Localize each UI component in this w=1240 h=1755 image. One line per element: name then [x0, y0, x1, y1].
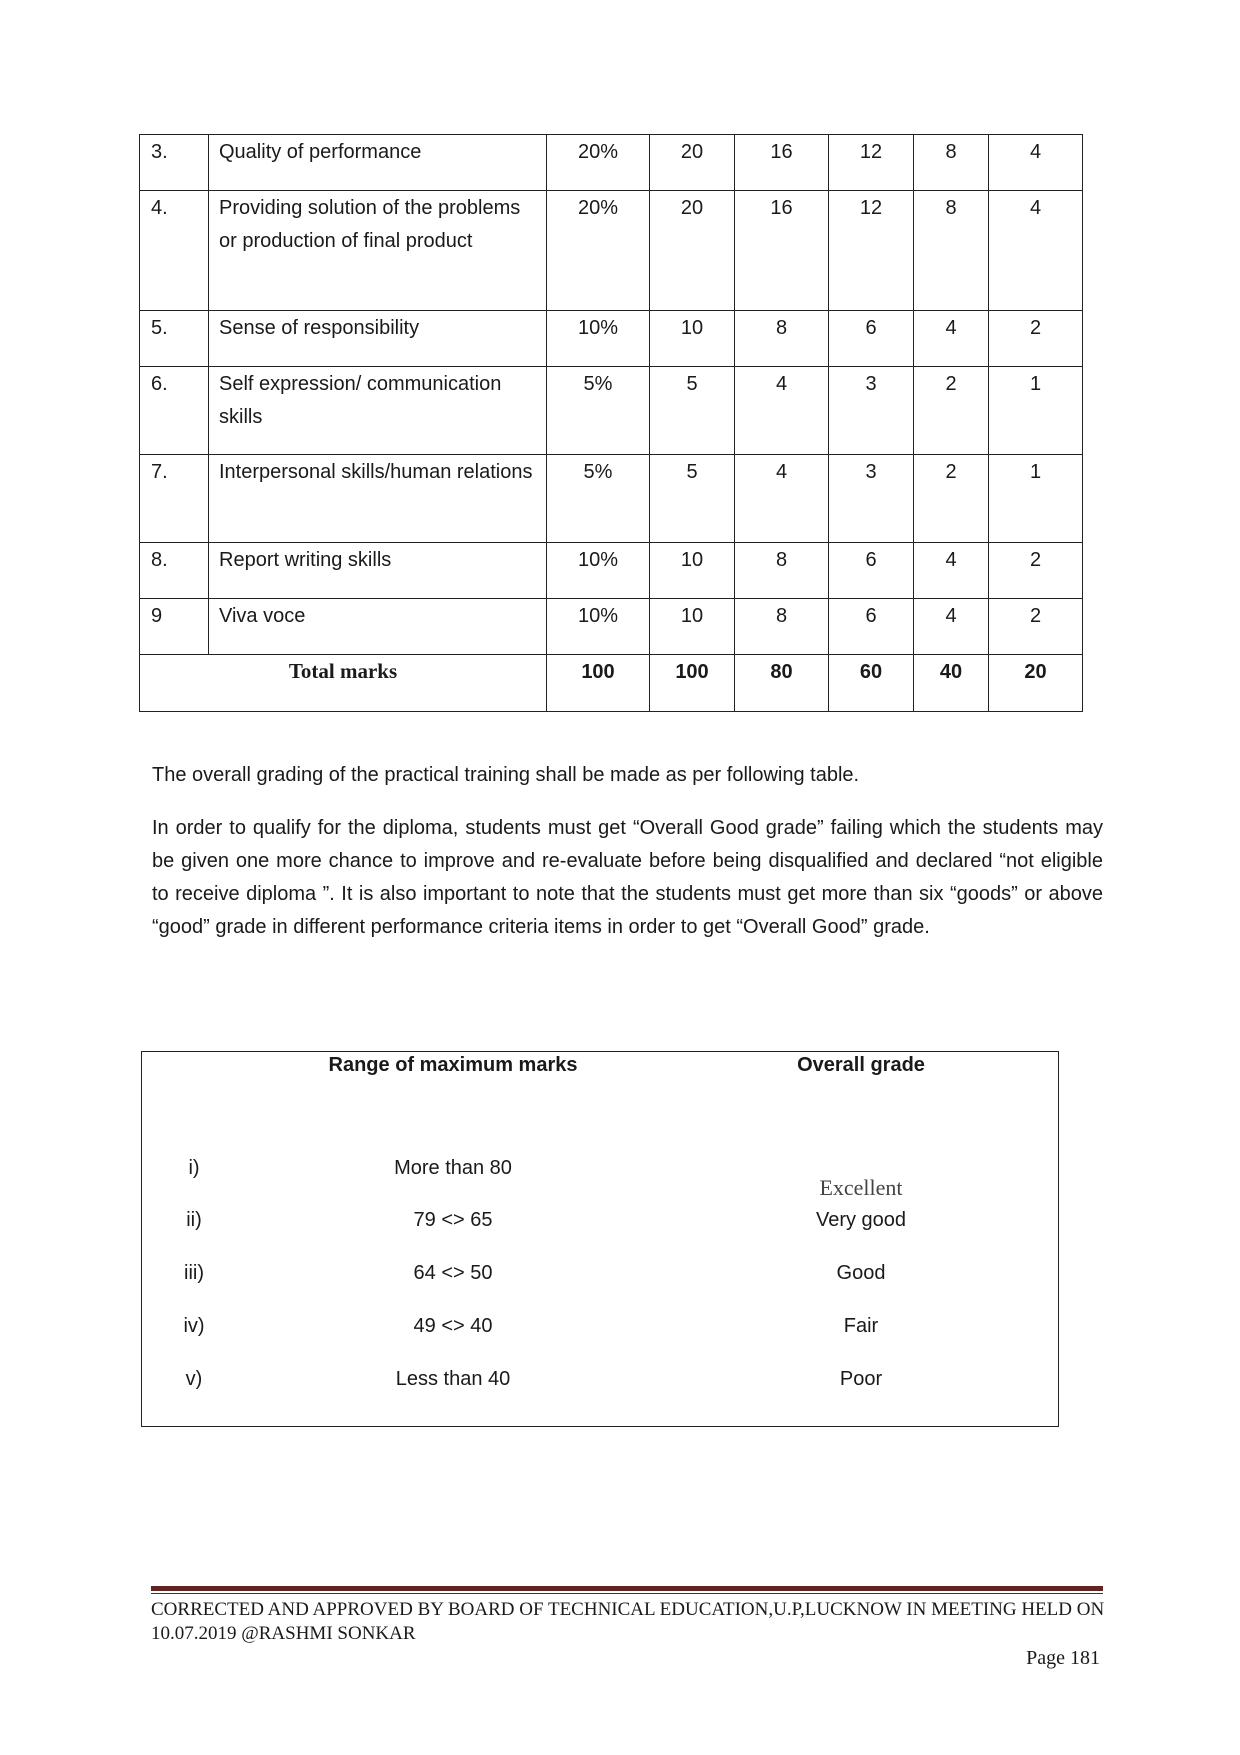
total-label: Total marks	[140, 655, 547, 712]
weight-cell: 10%	[547, 599, 650, 655]
grade-header: Overall grade	[797, 1054, 925, 1076]
marks-cell: 5	[650, 455, 735, 543]
grade-row-number: iii)	[184, 1262, 204, 1284]
grade-range-cell: 64 <> 50	[413, 1262, 493, 1284]
row-number: 4.	[140, 191, 209, 311]
marks-cell: 12	[829, 135, 914, 191]
criterion-cell: Viva voce	[209, 599, 547, 655]
grade-range-cell: 49 <> 40	[413, 1315, 493, 1337]
grade-value-cell: Excellent	[819, 1175, 903, 1200]
marks-cell: 1	[989, 367, 1083, 455]
row-number: 5.	[140, 311, 209, 367]
marks-cell: 4	[989, 191, 1083, 311]
total-weight: 100	[547, 655, 650, 712]
intro-paragraph: The overall grading of the practical training shall be made as per following table.	[152, 764, 860, 786]
marks-cell: 5	[650, 367, 735, 455]
marks-cell: 8	[735, 311, 829, 367]
table-row	[140, 135, 1083, 191]
marks-cell: 10	[650, 311, 735, 367]
marks-cell: 6	[829, 543, 914, 599]
marks-cell: 8	[914, 191, 989, 311]
table-row	[140, 543, 1083, 599]
marks-cell: 20	[650, 191, 735, 311]
table-row	[140, 455, 1083, 543]
grade-row-number: ii)	[186, 1209, 202, 1231]
grade-range-cell: More than 80	[394, 1157, 512, 1179]
marks-cell: 8	[735, 543, 829, 599]
grade-range-cell: 79 <> 65	[413, 1209, 493, 1231]
marks-cell: 16	[735, 135, 829, 191]
total-marks-cell: 60	[829, 655, 914, 712]
weight-cell: 20%	[547, 191, 650, 311]
row-number: 7.	[140, 455, 209, 543]
table-row	[140, 191, 1083, 311]
marks-cell: 10	[650, 543, 735, 599]
marks-cell: 4	[914, 543, 989, 599]
grade-value-cell: Poor	[839, 1368, 883, 1390]
marks-cell: 6	[829, 599, 914, 655]
criterion-cell: Self expression/ communication skills	[209, 367, 547, 455]
qualification-paragraph: In order to qualify for the diploma, students must get “Overall Good grade” failing which the students may be given one more chance to improve and re-evaluate before being disqualified and declared “not eligible to receive diploma ”. It is also important to note that the students must get more than six “goods” or above “good” grade in different performance criteria items in order to get “Overall Good” grade.	[152, 817, 1103, 938]
range-header: Range of maximum marks	[328, 1054, 578, 1076]
criterion-cell: Interpersonal skills/human relations	[209, 455, 547, 543]
marks-cell: 2	[914, 367, 989, 455]
grade-value-cell: Fair	[843, 1315, 879, 1337]
page-number: Page 181	[1026, 1647, 1100, 1669]
table-row	[140, 599, 1083, 655]
marks-cell: 2	[989, 599, 1083, 655]
marks-cell: 16	[735, 191, 829, 311]
marks-cell: 12	[829, 191, 914, 311]
row-number: 8.	[140, 543, 209, 599]
marks-cell: 3	[829, 455, 914, 543]
footer-rule	[151, 1586, 1103, 1591]
marks-cell: 20	[650, 135, 735, 191]
total-row	[140, 655, 1083, 712]
weight-cell: 10%	[547, 311, 650, 367]
grade-value-cell: Very good	[815, 1209, 907, 1231]
row-number: 3.	[140, 135, 209, 191]
marks-cell: 8	[735, 599, 829, 655]
marks-cell: 6	[829, 311, 914, 367]
marks-cell: 3	[829, 367, 914, 455]
grading-table	[141, 1051, 1059, 1427]
grade-row-number: v)	[185, 1368, 203, 1390]
criterion-cell: Report writing skills	[209, 543, 547, 599]
marks-cell: 4	[914, 599, 989, 655]
criterion-cell: Sense of responsibility	[209, 311, 547, 367]
criterion-cell: Providing solution of the problems or production of final product	[209, 191, 547, 311]
marks-cell: 8	[914, 135, 989, 191]
marks-cell: 10	[650, 599, 735, 655]
footer-text: CORRECTED AND APPROVED BY BOARD OF TECHNICAL EDUCATION,U.P,LUCKNOW IN MEETING HELD ON 10.07.2019 @RASHMI SONKAR	[151, 1599, 1105, 1644]
table-row	[140, 311, 1083, 367]
marks-cell: 4	[914, 311, 989, 367]
total-marks-cell: 40	[914, 655, 989, 712]
grade-value-cell: Good	[836, 1262, 886, 1284]
grade-row-number: iv)	[183, 1315, 205, 1337]
grade-range-cell: Less than 40	[395, 1368, 511, 1390]
footer-rule-thin	[151, 1593, 1103, 1594]
weight-cell: 5%	[547, 455, 650, 543]
marks-cell: 4	[989, 135, 1083, 191]
marks-cell: 1	[989, 455, 1083, 543]
weight-cell: 5%	[547, 367, 650, 455]
total-marks-cell: 100	[650, 655, 735, 712]
criterion-cell: Quality of performance	[209, 135, 547, 191]
marks-table	[139, 134, 1083, 712]
marks-cell: 2	[989, 311, 1083, 367]
row-number: 9	[140, 599, 209, 655]
total-marks-cell: 20	[989, 655, 1083, 712]
row-number: 6.	[140, 367, 209, 455]
grade-row-number: i)	[188, 1157, 200, 1179]
marks-cell: 2	[914, 455, 989, 543]
marks-cell: 2	[989, 543, 1083, 599]
total-marks-cell: 80	[735, 655, 829, 712]
table-row	[140, 367, 1083, 455]
marks-cell: 4	[735, 367, 829, 455]
weight-cell: 10%	[547, 543, 650, 599]
weight-cell: 20%	[547, 135, 650, 191]
marks-cell: 4	[735, 455, 829, 543]
